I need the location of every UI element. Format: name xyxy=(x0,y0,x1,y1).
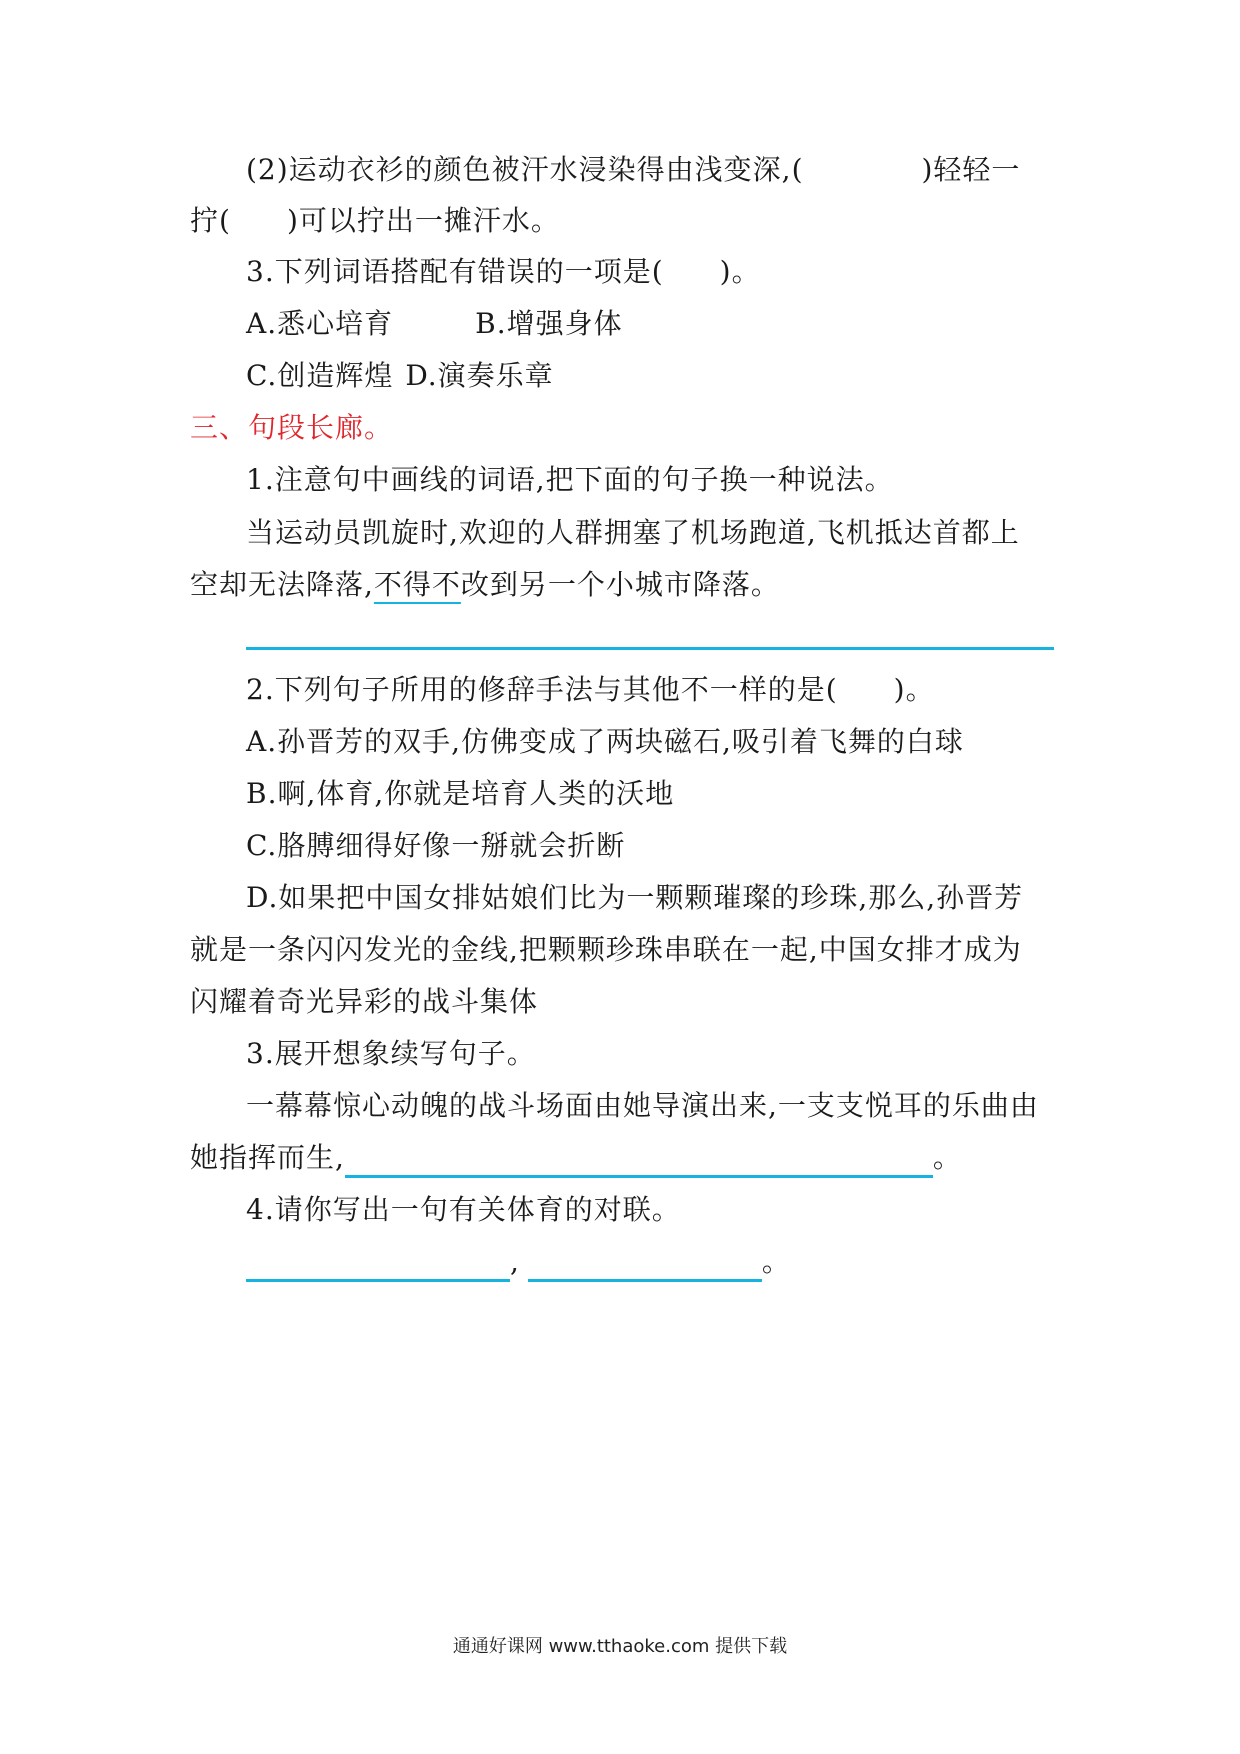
answer-line-q1[interactable] xyxy=(246,647,1054,650)
s3-question-2-option-d-line1: D.如果把中国女排姑娘们比为一颗颗璀璨的珍珠,那么,孙晋芳 xyxy=(246,881,1024,914)
question-2-2-line2 xyxy=(190,201,560,241)
question-2-3-text: 3.下列词语搭配有错误的一项是( xyxy=(246,255,664,288)
answer-blank-q3[interactable] xyxy=(345,1147,933,1178)
options-cd xyxy=(246,356,554,396)
s3-question-3-line1: 一幕幕惊心动魄的战斗场面由她导演出来,一支支悦耳的乐曲由 xyxy=(246,1089,1039,1122)
option-c: C.创造辉煌 xyxy=(246,359,394,392)
question-2-3-end: )。 xyxy=(719,255,761,288)
question-2-2-line1 xyxy=(246,150,1020,190)
s3-question-4: 4.请你写出一句有关体育的对联。 xyxy=(246,1193,681,1226)
section-3-title: 三、句段长廊。 xyxy=(190,411,394,444)
s3-question-2-option-a: A.孙晋芳的双手,仿佛变成了两块磁石,吸引着飞舞的白球 xyxy=(246,725,964,758)
s3-question-3-prefix: 她指挥而生, xyxy=(190,1141,345,1174)
s3-question-2-option-b: B.啊,体育,你就是培育人类的沃地 xyxy=(246,777,675,810)
s3-question-3-end: 。 xyxy=(932,1141,962,1174)
answer-blank-q4-lower[interactable] xyxy=(528,1251,762,1282)
s3-question-4-answer-row xyxy=(246,1242,791,1282)
s3-question-1-sentence-line1: 当运动员凯旋时,欢迎的人群拥塞了机场跑道,飞机抵达首都上 xyxy=(246,516,1020,549)
s3-question-3-line2 xyxy=(190,1138,962,1178)
sentence-text-a: 空却无法降落, xyxy=(190,568,374,601)
question-2-3 xyxy=(246,252,761,292)
s3-question-2-option-d-line3: 闪耀着奇光异彩的战斗集体 xyxy=(190,985,539,1018)
question-2-2-text-c: 拧( xyxy=(190,204,231,237)
underlined-phrase: 不得不 xyxy=(373,568,461,601)
s3-question-2-option-d-line2: 就是一条闪闪发光的金线,把颗颗珍珠串联在一起,中国女排才成为 xyxy=(190,933,1022,966)
s3-question-1: 1.注意句中画线的词语,把下面的句子换一种说法。 xyxy=(246,463,894,496)
question-2-2-text-a: (2)运动衣衫的颜色被汗水浸染得由浅变深,( xyxy=(246,153,804,186)
option-d: D.演奏乐章 xyxy=(405,359,554,392)
s3-question-2 xyxy=(246,670,935,710)
couplet-end: 。 xyxy=(761,1245,791,1278)
options-ab xyxy=(246,304,623,344)
option-a: A.悉心培育 xyxy=(246,307,394,340)
s3-question-1-sentence-line2 xyxy=(190,565,780,605)
couplet-comma: , xyxy=(510,1245,520,1278)
s3-question-3: 3.展开想象续写句子。 xyxy=(246,1037,536,1070)
s3-question-2-end: )。 xyxy=(893,673,935,706)
page-footer: 通通好课网 www.tthaoke.com 提供下载 xyxy=(452,1636,788,1657)
question-2-2-text-b: )轻轻一 xyxy=(921,153,1021,186)
sentence-text-b: 改到另一个小城市降落。 xyxy=(460,568,780,601)
option-b: B.增强身体 xyxy=(475,307,623,340)
question-2-2-text-d: )可以拧出一摊汗水。 xyxy=(286,204,560,237)
s3-question-2-option-c: C.胳膊细得好像一掰就会折断 xyxy=(246,829,626,862)
answer-blank-q4-upper[interactable] xyxy=(246,1251,510,1282)
s3-question-2-text: 2.下列句子所用的修辞手法与其他不一样的是( xyxy=(246,673,838,706)
